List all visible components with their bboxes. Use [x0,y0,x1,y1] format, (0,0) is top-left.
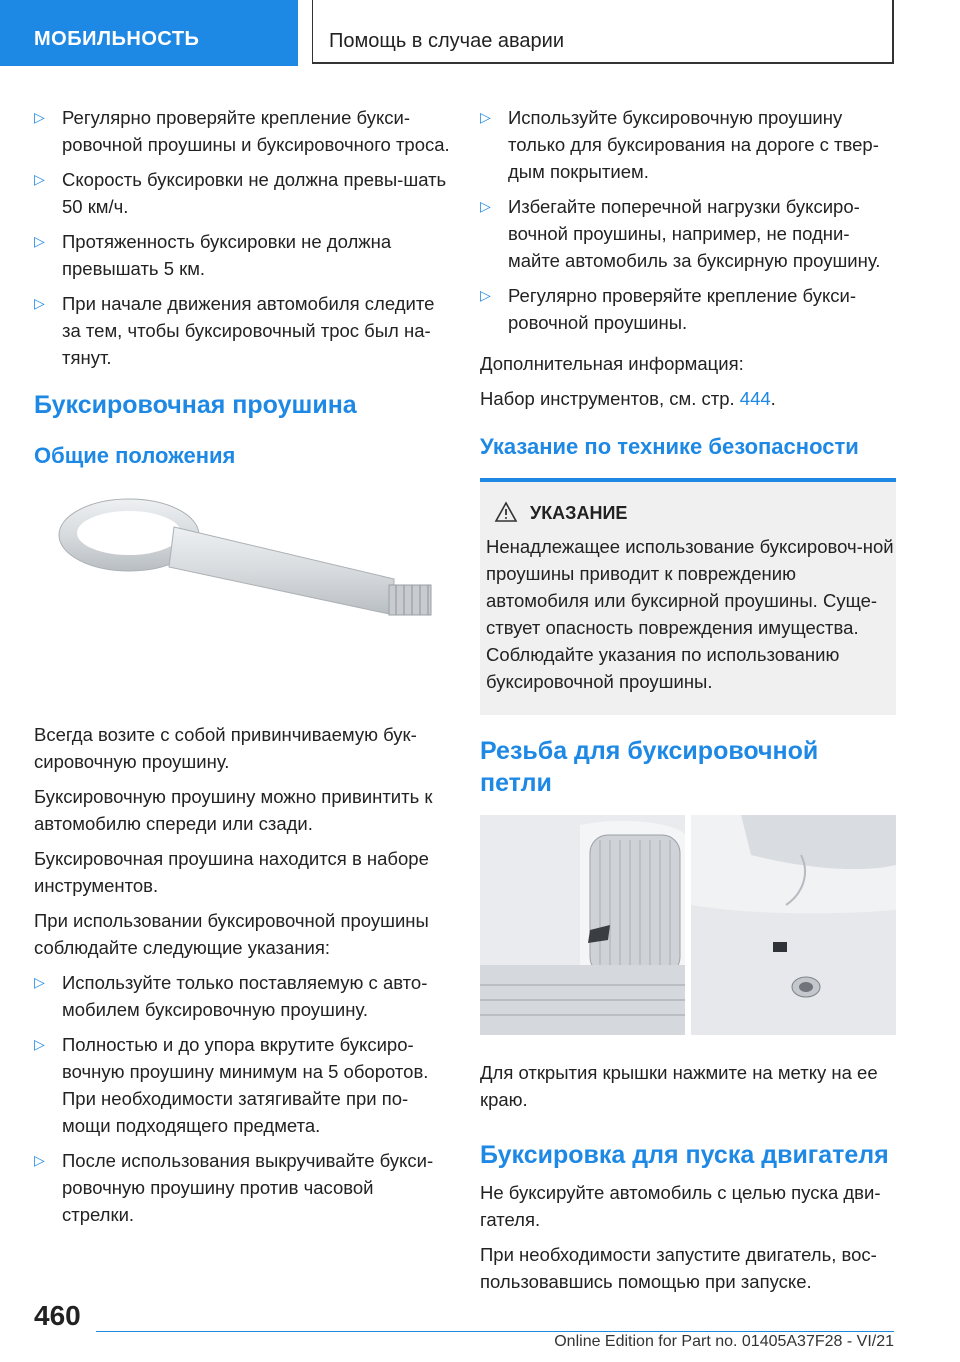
bullet-item [34,1031,450,1139]
bullet-item [34,228,450,282]
section-tab: МОБИЛЬНОСТЬ [0,0,298,66]
info-ref-end: . [770,388,776,409]
triangle-bullet-icon: ▷ [34,295,45,311]
bullet-item [34,104,450,158]
triangle-bullet-icon: ▷ [480,109,491,125]
paragraph: При необходимости запустите двигатель, вос-пользовавшись помощью при запуске. [480,1244,877,1292]
paragraph: Буксировочную проушину можно привинтить к автомобилю спереди или сзади. [34,786,433,834]
bullet-item [480,193,896,274]
paragraph: Не буксируйте автомобиль с целью пуска дви-гателя. [480,1182,881,1230]
bullet-text: При начале движения автомобиля следите за тем, чтобы буксировочный трос был на-тянут. [62,293,435,368]
bullet-text: Используйте только поставляемую с авто-мобилем буксировочную проушину. [62,972,428,1020]
bullet-text: Полностью и до упора вкрутите буксиро-вочную проушину минимум на 5 оборотов. При необходимости затягивайте при по-мощи подходящего предмета. [62,1034,429,1136]
triangle-bullet-icon: ▷ [34,974,45,990]
left-column [34,104,450,1236]
bullet-item [34,166,450,220]
thread-instruction: Для открытия крышки нажмите на метку на ее краю. [480,1062,878,1110]
triangle-bullet-icon: ▷ [480,287,491,303]
triangle-bullet-icon: ▷ [34,1036,45,1052]
bullet-text: Избегайте поперечной нагрузки буксиро-вочной проушины, например, не подни-майте автомобиль за буксирную проушину. [508,196,881,271]
page-number: 460 [34,1300,81,1331]
warning-box [480,478,896,715]
bullet-text: Протяженность буксировки не должна превышать 5 км. [62,231,392,279]
paragraph: Буксировочная проушина находится в наборе инструментов. [34,848,429,896]
bullet-item [34,1147,450,1228]
triangle-bullet-icon: ▷ [480,198,491,214]
warning-title-text: УКАЗАНИЕ [530,503,628,523]
thread-heading: Резьба для буксировочной петли [480,737,819,797]
info-label: Дополнительная информация: [480,353,744,374]
jump-start-heading: Буксировка для пуска двигателя [480,1141,889,1169]
front-bumper-image [480,815,685,1035]
info-ref-text: Набор инструментов, см. стр. [480,388,740,409]
bullet-item [34,290,450,371]
bullet-text: Регулярно проверяйте крепление букси-ровочной проушины. [508,285,857,333]
bullet-text: Регулярно проверяйте крепление букси-ровочной проушины и буксировочного троса. [62,107,450,155]
section-heading: Буксировочная проушина [34,391,357,419]
info-reference [480,385,896,412]
bullet-item [34,969,450,1023]
triangle-bullet-icon: ▷ [34,109,45,125]
chapter-title: Помощь в случае аварии [312,0,894,64]
bullet-text: Скорость буксировки не должна превы-шать 50 км/ч. [62,169,447,217]
bullet-text: После использования выкручивайте букси-ровочную проушину против часовой стрелки. [62,1150,434,1225]
page-reference-link[interactable]: 444 [739,388,771,409]
paragraph: Всегда возите с собой привинчиваемую бук-сировочную проушину. [34,724,417,772]
warning-text: Ненадлежащее использование буксировоч-ной проушины приводит к повреждению автомобиля или буксирной проушины. Суще-ствует опасность повреждения имущества. Соблюдайте указания по использованию буксировочной проушины. [486,536,894,692]
bullet-item [480,282,896,336]
triangle-bullet-icon: ▷ [34,171,45,187]
rear-bumper-image [691,815,896,1035]
subsection-heading: Общие положения [34,443,236,468]
bullet-item [480,104,896,185]
bumper-cover-images [480,815,896,1035]
warning-title [486,500,896,527]
bullet-text: Используйте буксировочную проушину только для буксирования на дороге с твер-дым покрытием. [508,107,879,182]
triangle-bullet-icon: ▷ [34,1152,45,1168]
footer-divider [96,1331,894,1332]
warning-triangle-icon [494,501,518,523]
right-column [480,104,896,1303]
edition-footer: Online Edition for Part no. 01405A37F28 - VI/21 [554,1333,894,1350]
tow-hook-image [34,487,450,697]
triangle-bullet-icon: ▷ [34,233,45,249]
paragraph: При использовании буксировочной проушины соблюдайте следующие указания: [34,910,429,958]
safety-heading: Указание по технике безопасности [480,434,859,459]
